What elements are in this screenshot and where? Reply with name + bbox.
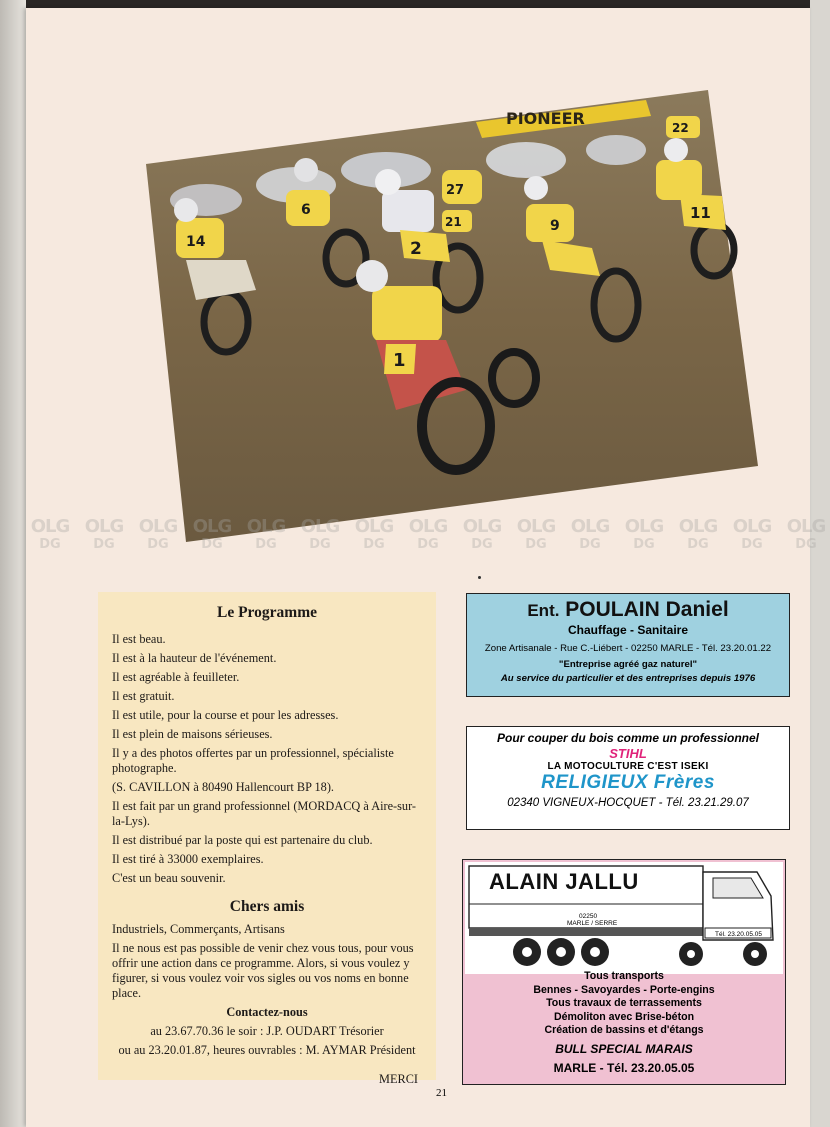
magazine-page [26, 8, 826, 1127]
contact-treasurer: au 23.67.70.36 le soir : J.P. OUDART Trésorier [150, 1024, 384, 1038]
watermark-logo: OLG DG [570, 516, 610, 552]
page-top-border [26, 0, 810, 8]
program-line: (S. CAVILLON à 80490 Hallencourt BP 18). [112, 780, 335, 794]
bib-number: 9 [550, 218, 560, 234]
bib-number: 27 [446, 183, 465, 198]
watermark-logo: OLG DG [462, 516, 502, 552]
ad-religieux [466, 726, 790, 830]
bib-number: 21 [445, 215, 462, 229]
watermark-logo: OLG DG [192, 516, 232, 552]
contact-title: Contactez-nous [226, 1005, 308, 1019]
watermark-logo: OLG DG [678, 516, 718, 552]
friends-text: Il ne nous est pas possible de venir chez vous tous, pour vous offrir une action dans ce programme. Alors, si vous voulez y figurer, si vous voulez voir vos sigles ou vos noms en bonne place. [112, 941, 414, 1000]
watermark-logo: OLG DG [624, 516, 664, 552]
jallu-service: Tous travaux de terrassements [546, 997, 702, 1010]
program-line: Il est beau. [112, 632, 166, 646]
ad-jallu [462, 859, 786, 1085]
bib-number: 6 [301, 202, 311, 218]
friends-subtitle: Industriels, Commerçants, Artisans [112, 922, 285, 936]
program-line: Il y a des photos offertes par un professionnel, spécialiste photographe. [112, 746, 394, 775]
program-line: C'est un beau souvenir. [112, 871, 226, 885]
watermark-logo: OLG DG [786, 516, 826, 552]
program-title: Le Programme [217, 604, 317, 621]
bib-number: 11 [690, 204, 711, 222]
poulain-name: POULAIN Daniel [565, 598, 729, 621]
watermark-logo: OLG DG [354, 516, 394, 552]
jallu-services [463, 970, 785, 1038]
bib-number: 22 [672, 121, 689, 135]
program-line: Il est fait par un grand professionnel (MORDACQ à Aire-sur-la-Lys). [112, 799, 417, 828]
stihl-brand: STIHL [609, 746, 647, 761]
program-line: Il est agréable à feuilleter. [112, 670, 240, 684]
jallu-service: Démoliton avec Brise-béton [553, 1010, 695, 1023]
truck-postcode: 02250 [579, 913, 598, 920]
watermark-logo: OLG DG [300, 516, 340, 552]
binding-edge [0, 0, 26, 1127]
iseki-line: LA MOTOCULTURE C'EST ISEKI [547, 761, 709, 772]
poulain-trade: Chauffage - Sanitaire [567, 623, 689, 637]
program-line: Il est distribué par la poste qui est partenaire du club. [112, 833, 373, 847]
photo-banner-text: PIONEER [506, 109, 585, 128]
merci-text: MERCI [379, 1072, 418, 1086]
motocross-photo [146, 90, 758, 542]
jallu-special: BULL SPECIAL MARAIS [555, 1042, 693, 1056]
religieux-name: RELIGIEUX Frères [541, 772, 715, 793]
watermark-strip [26, 516, 826, 568]
watermark-logo: OLG DG [516, 516, 556, 552]
program-line: Il est plein de maisons sérieuses. [112, 727, 273, 741]
watermark-logo: OLG DG [732, 516, 772, 552]
program-line: Il est à la hauteur de l'événement. [112, 651, 277, 665]
watermark-logo: OLG DG [30, 516, 70, 552]
religieux-tagline: Pour couper du bois comme un professionnel [496, 731, 760, 745]
watermark-logo: OLG DG [138, 516, 178, 552]
jallu-service: Tous transports [584, 970, 664, 982]
watermark-logo: OLG DG [246, 516, 286, 552]
poulain-name-line [467, 598, 789, 622]
religieux-address: 02340 VIGNEUX-HOCQUET - Tél. 23.21.29.07 [507, 797, 749, 809]
page-number: 21 [436, 1087, 447, 1099]
jallu-service: Bennes - Savoyardes - Porte-engins [533, 983, 715, 996]
jallu-name: ALAIN JALLU [489, 869, 639, 894]
jallu-service: Création de bassins et d'étangs [544, 1024, 704, 1037]
program-line: Il est tiré à 33000 exemplaires. [112, 852, 264, 866]
program-box [98, 592, 436, 1086]
bib-number: 14 [186, 234, 206, 250]
contact-president: ou au 23.20.01.87, heures ouvrables : M. AYMAR Président [118, 1043, 416, 1057]
poulain-service: Au service du particulier et des entreprises depuis 1976 [500, 673, 756, 684]
program-line: Il est gratuit. [112, 689, 175, 703]
bib-number: 1 [393, 350, 406, 371]
print-speck [478, 576, 481, 579]
watermark-logo: OLG DG [408, 516, 448, 552]
truck-town: MARLE / SERRE [567, 920, 618, 927]
jallu-contact: MARLE - Tél. 23.20.05.05 [553, 1061, 695, 1075]
program-line: Il est utile, pour la course et pour les adresses. [112, 708, 339, 722]
poulain-ent: Ent. [527, 601, 560, 620]
watermark-logo: OLG DG [84, 516, 124, 552]
poulain-gas: "Entreprise agréé gaz naturel" [558, 659, 698, 670]
friends-title: Chers amis [229, 898, 305, 915]
ad-poulain [466, 593, 790, 697]
truck-phone: Tél. 23.20.05.05 [715, 931, 762, 938]
poulain-address: Zone Artisanale - Rue C.-Liébert - 02250 MARLE - Tél. 23.20.01.22 [484, 643, 772, 654]
bib-number: 2 [410, 239, 422, 259]
